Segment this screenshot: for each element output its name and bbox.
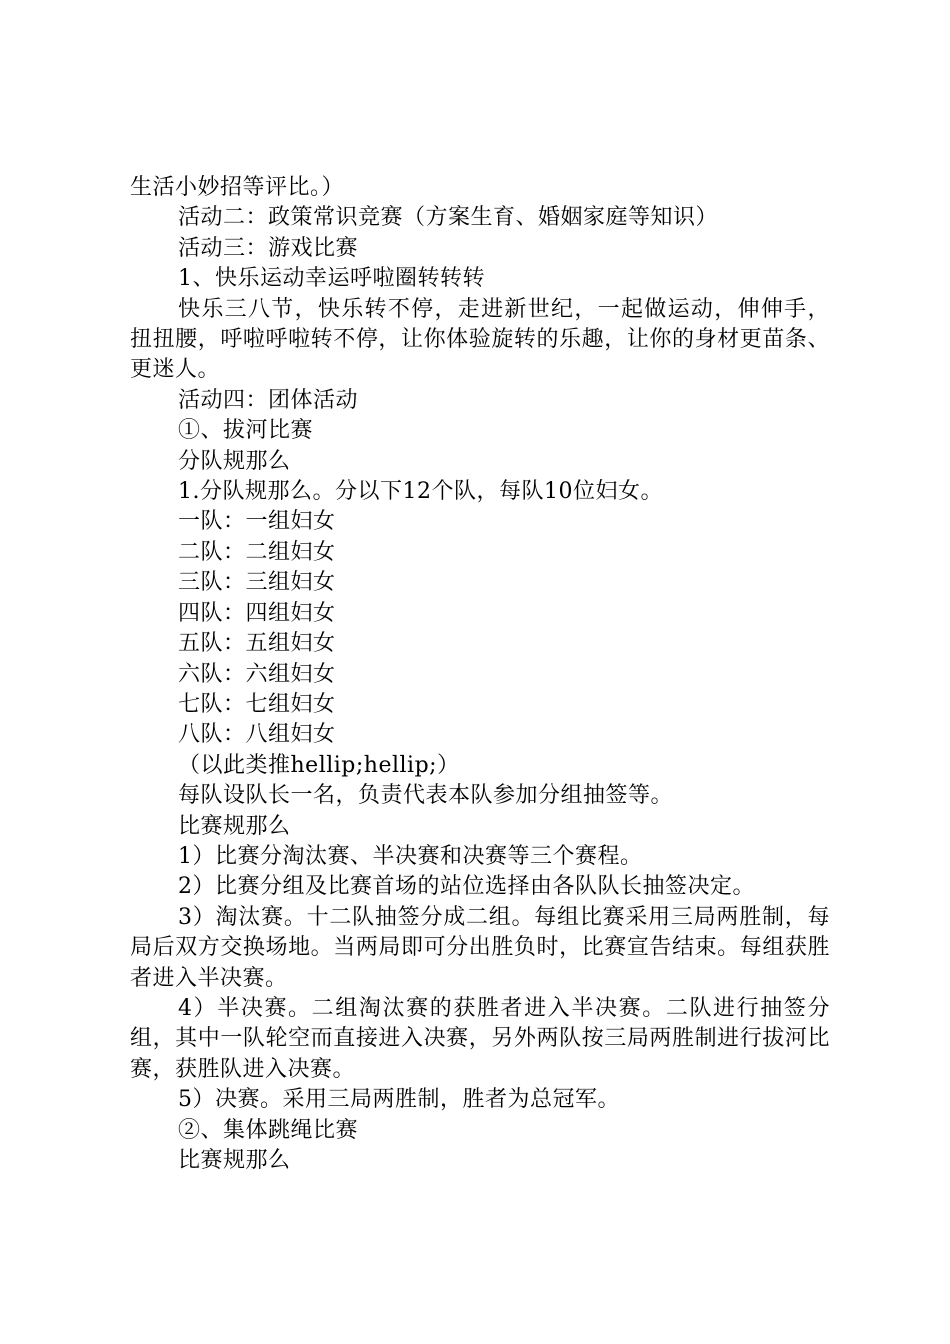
paragraph: 3）淘汰赛。十二队抽签分成二组。每组比赛采用三局两胜制，每局后双方交换场地。当两局即可分出胜负时，比赛宣告结束。每组获胜者进入半决赛。 [130,904,830,991]
paragraph: 四队：四组妇女 [178,600,336,626]
paragraph: 2）比赛分组及比赛首场的站位选择由各队队长抽签决定。 [178,874,755,900]
paragraph: 活动四：团体活动 [178,387,359,413]
paragraph: （以此类推hellip;hellip;） [178,752,460,778]
paragraph: 快乐三八节，快乐转不停，走进新世纪，一起做运动，伸伸手，扭扭腰，呼啦呼啦转不停，让你体验旋转的乐趣，让你的身材更苗条、更迷人。 [130,296,830,383]
paragraph: 5）决赛。采用三局两胜制，胜者为总冠军。 [178,1087,620,1113]
paragraph: 活动二：政策常识竞赛（方案生育、婚姻家庭等知识） [178,205,719,231]
paragraph: 1.分队规那么。分以下12个队，每队10位妇女。 [178,479,663,505]
paragraph: 比赛规那么 [178,813,291,839]
paragraph: 4）半决赛。二组淘汰赛的获胜者进入半决赛。二队进行抽签分组，其中一队轮空而直接进入决赛，另外两队按三局两胜制进行拔河比赛，获胜队进入决赛。 [130,995,830,1082]
paragraph: 一队：一组妇女 [178,509,336,535]
paragraph: 比赛规那么 [178,1148,291,1173]
paragraph: ②、集体跳绳比赛 [178,1117,359,1143]
paragraph: 三队：三组妇女 [178,570,336,596]
paragraph: 八队：八组妇女 [178,722,336,748]
paragraph: 五队：五组妇女 [178,631,336,657]
paragraph: 七队：七组妇女 [178,691,336,717]
paragraph: 六队：六组妇女 [178,661,336,687]
paragraph: 二队：二组妇女 [178,539,336,565]
paragraph: 每队设队长一名，负责代表本队参加分组抽签等。 [178,783,674,809]
paragraph: 生活小妙招等评比。） [130,175,345,200]
paragraph: 1、快乐运动幸运呼啦圈转转转 [178,266,485,292]
paragraph: 活动三：游戏比赛 [178,235,359,261]
paragraph: 分队规那么 [178,448,291,474]
paragraph: ①、拔河比赛 [178,418,314,444]
paragraph: 1）比赛分淘汰赛、半决赛和决赛等三个赛程。 [178,843,643,869]
document-body [130,173,830,1176]
